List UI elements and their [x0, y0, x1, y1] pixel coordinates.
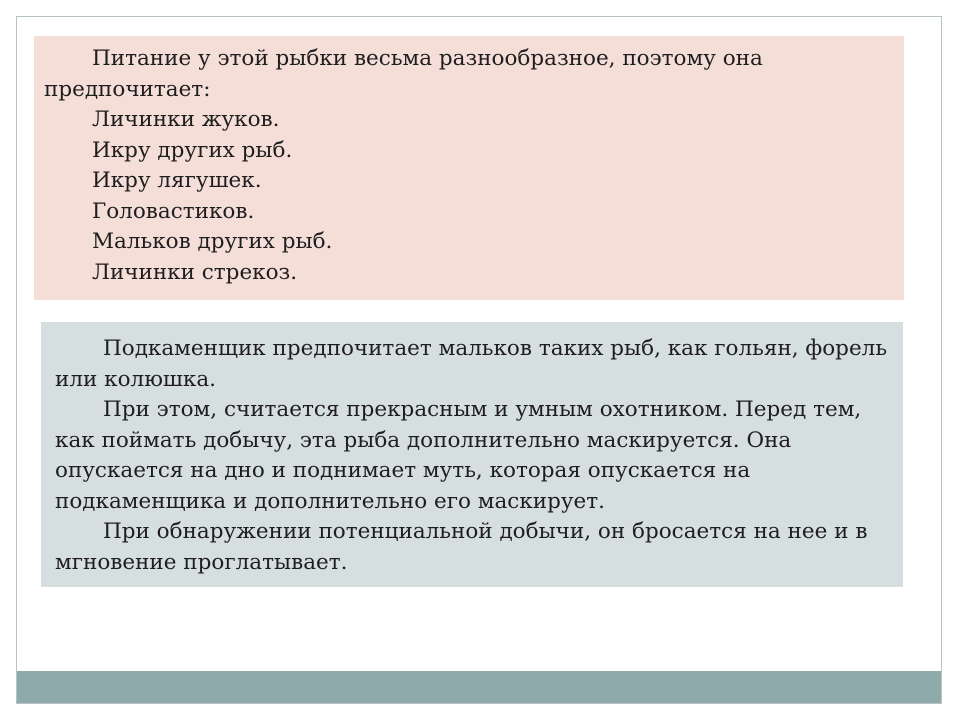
hunting-paragraph-3: При обнаружении потенциальной добычи, он бросается на нее и в мгновение проглатывает.	[55, 519, 868, 575]
hunting-paragraph-2: При этом, считается прекрасным и умным охотником. Перед тем, как поймать добычу, эта рыба дополнительно маскируется. Она опускается на дно и поднимает муть, которая опускается на подкаменщика и дополнительно его маскирует.	[55, 397, 862, 514]
diet-item-1: Личинки жуков.	[92, 107, 280, 132]
diet-text-box	[34, 36, 904, 300]
diet-item-6: Личинки стрекоз.	[92, 259, 298, 285]
diet-intro: Питание у этой рыбки весьма разнообразное, поэтому она предпочитает:	[44, 46, 763, 102]
diet-item-4: Головастиков.	[92, 198, 255, 224]
footer-bar	[17, 671, 941, 703]
diet-item-3: Икру лягушек.	[92, 168, 262, 193]
diet-item-5: Мальков других рыб.	[92, 229, 333, 254]
diet-item-2: Икру других рыб.	[92, 137, 293, 163]
hunting-paragraph-1: Подкаменщик предпочитает мальков таких рыб, как гольян, форель или колюшка.	[55, 336, 888, 392]
hunting-text-box	[41, 322, 903, 587]
